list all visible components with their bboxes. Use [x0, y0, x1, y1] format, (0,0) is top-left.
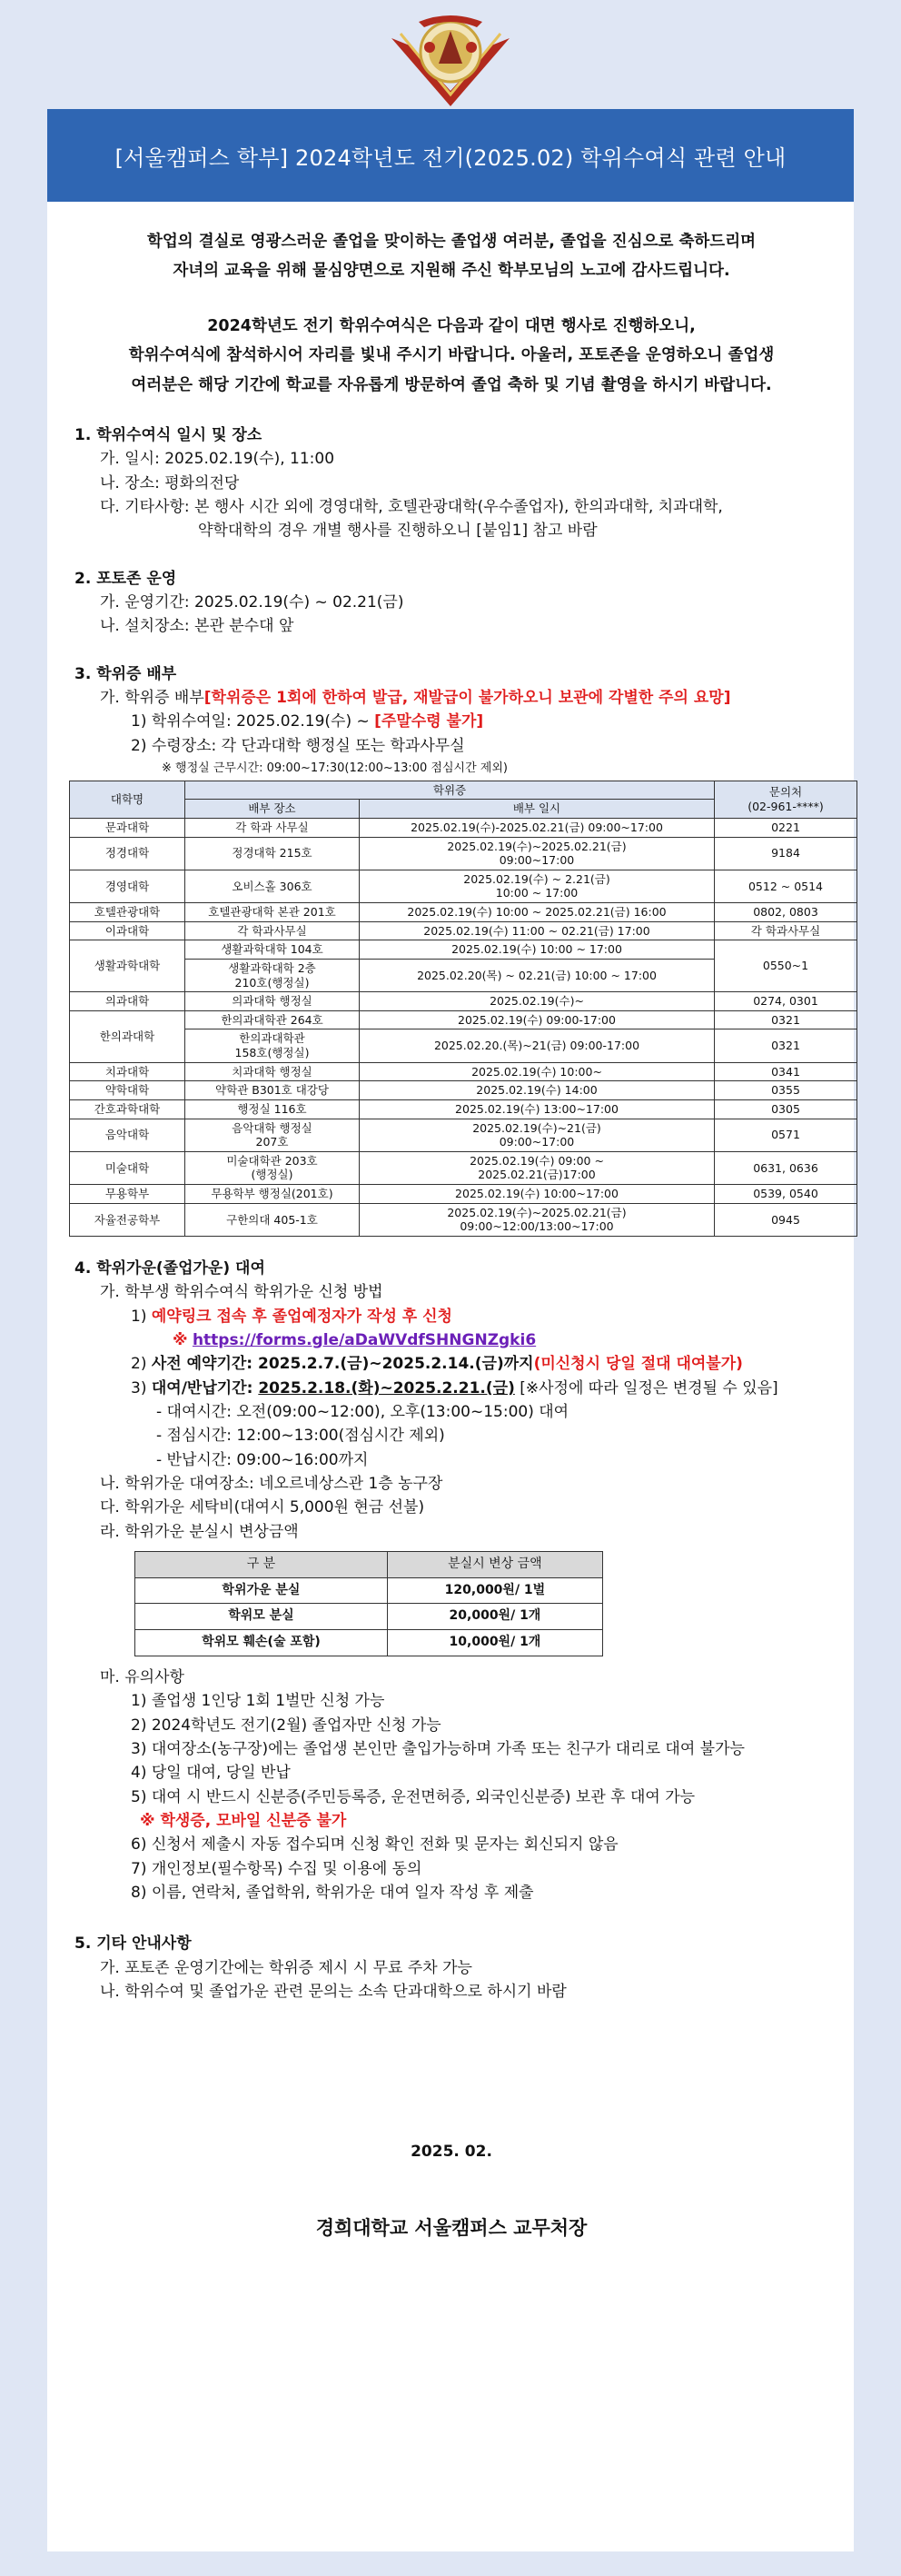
cell-college: 자율전공학부 — [70, 1203, 185, 1236]
note-mark: ※ — [173, 1330, 188, 1349]
cell-college: 문과대학 — [70, 818, 185, 837]
rental-place: 나. 학위가운 대여장소: 네오르네상스관 1층 농구장 — [100, 1475, 443, 1494]
section-etc-title: 5. 기타 안내사항 — [74, 1934, 192, 1954]
diploma-label: 가. 학위증 배부 — [100, 688, 204, 707]
cell-contact: 0512 ~ 0514 — [715, 870, 857, 902]
cell-college: 간호과학대학 — [70, 1099, 185, 1119]
cell-item: 학위가운 분실 — [135, 1577, 388, 1604]
photozone-period: 가. 운영기간: 2025.02.19(수) ~ 02.21(금) — [100, 592, 404, 612]
cell-college: 미술대학 — [70, 1151, 185, 1184]
table-row — [70, 992, 857, 1011]
return-time: - 반납시간: 09:00~16:00까지 — [156, 1450, 369, 1469]
intro-line: 2024학년도 전기 학위수여식은 다음과 같이 대면 행사로 진행하오니, — [207, 316, 696, 335]
cell-amount: 20,000원/ 1개 — [387, 1604, 602, 1630]
cell-date: 2025.02.20.(목)~21(금) 09:00-17:00 — [360, 1029, 715, 1062]
th-category: 구 분 — [135, 1552, 388, 1578]
cell-place: 호텔관광대학 본관 201호 — [185, 903, 360, 922]
cell-college: 경영대학 — [70, 870, 185, 902]
loss-table — [134, 1551, 603, 1656]
th-place: 배부 장소 — [185, 800, 360, 819]
cell-college: 호텔관광대학 — [70, 903, 185, 922]
cell-place: 한의과대학관 158호(행정실) — [185, 1029, 360, 1062]
cell-contact: 0355 — [715, 1081, 857, 1100]
th-contact — [715, 781, 857, 818]
step-number: 1) — [131, 1307, 147, 1326]
ceremony-etc-cont: 약학대학의 경우 개별 행사를 진행하오니 [붙임1] 참고 바람 — [198, 522, 598, 541]
diploma-date-text: 1) 학위수여일: 2025.02.19(수) ~ — [131, 712, 375, 731]
section-gown-title: 4. 학위가운(졸업가운) 대여 — [74, 1258, 265, 1278]
notice-title: [서울캠퍼스 학부] 2024학년도 전기(2025.02) 학위수여식 관련 안내 — [47, 109, 854, 202]
cell-place: 각 학과사무실 — [185, 921, 360, 940]
caution-item: 8) 이름, 연락처, 졸업학위, 학위가운 대여 일자 작성 후 제출 — [131, 1883, 534, 1902]
table-row — [70, 1099, 857, 1119]
th-college: 대학명 — [70, 781, 185, 818]
gown-step-2 — [74, 1352, 828, 1376]
cell-place: 행정실 116호 — [185, 1099, 360, 1119]
table-row — [70, 1010, 857, 1029]
lunch-time: - 점심시간: 12:00~13:00(점심시간 제외) — [156, 1427, 445, 1446]
cell-college: 이과대학 — [70, 921, 185, 940]
reservation-link-line — [74, 1328, 828, 1352]
table-row — [70, 837, 857, 870]
table-row — [135, 1604, 603, 1630]
intro-line: 여러분은 해당 기간에 학교를 자유롭게 방문하여 졸업 축하 및 기념 촬영을 하시기 바랍니다. — [131, 375, 772, 394]
cell-college: 생활과학대학 — [70, 940, 185, 992]
intro-notice — [74, 312, 828, 400]
section-ceremony-title: 1. 학위수여식 일시 및 장소 — [74, 425, 262, 444]
cell-contact: 0539, 0540 — [715, 1185, 857, 1204]
th-contact-sub: (02-961-****) — [748, 799, 824, 813]
cell-place: 각 학과 사무실 — [185, 818, 360, 837]
gown-step-3 — [74, 1377, 828, 1400]
etc-inquiry: 나. 학위수여 및 졸업가운 관련 문의는 소속 단과대학으로 하시기 바람 — [100, 1982, 567, 2001]
cell-date: 2025.02.19(수) 10:00 ~ 17:00 — [360, 940, 715, 960]
cell-date: 2025.02.19(수)~21(금) 09:00~17:00 — [360, 1119, 715, 1151]
intro-line: 학업의 결실로 영광스러운 졸업을 맞이하는 졸업생 여러분, 졸업을 진심으로 축하드리며 — [146, 233, 757, 251]
ceremony-etc: 다. 기타사항: 본 행사 시간 외에 경영대학, 호텔관광대학(우수졸업자), 한의과대학, 치과대학, — [100, 497, 723, 516]
cell-item: 학위모 훼손(술 포함) — [135, 1630, 388, 1656]
th-date: 배부 일시 — [360, 800, 715, 819]
cell-college: 무용학부 — [70, 1185, 185, 1204]
caution-item: 4) 당일 대여, 당일 반납 — [131, 1764, 291, 1783]
cell-contact: 0571 — [715, 1119, 857, 1151]
reservation-instruction: 예약링크 접속 후 졸업예정자가 작성 후 신청 — [151, 1307, 452, 1326]
gown-apply-method: 가. 학부생 학위수여식 학위가운 신청 방법 — [100, 1283, 383, 1302]
caution-item: 2) 2024학년도 전기(2월) 졸업자만 신청 가능 — [131, 1716, 441, 1735]
diploma-table — [69, 781, 857, 1237]
table-row — [70, 940, 857, 960]
cell-contact: 0305 — [715, 1099, 857, 1119]
notice-paper — [47, 109, 854, 2551]
table-row — [70, 1119, 857, 1151]
section-photozone-title: 2. 포토존 운영 — [74, 569, 177, 588]
diploma-date — [74, 710, 828, 733]
step-number: 3) — [131, 1378, 147, 1397]
intro-line: 학위수여식에 참석하시어 자리를 빛내 주시기 바랍니다. 아울러, 포토존을 운영하오니 졸업생 — [128, 346, 775, 365]
laundry-fee: 다. 학위가운 세탁비(대여시 5,000원 현금 선불) — [100, 1498, 425, 1517]
cell-date: 2025.02.19(수) 13:00~17:00 — [360, 1099, 715, 1119]
cell-place: 무용학부 행정실(201호) — [185, 1185, 360, 1204]
cell-date: 2025.02.19(수) 11:00 ~ 02.21(금) 17:00 — [360, 921, 715, 940]
caution-item: 1) 졸업생 1인당 1회 1벌만 신청 가능 — [131, 1692, 385, 1711]
issuer-signature: 경희대학교 서울캠퍼스 교무처장 — [315, 2216, 588, 2239]
th-contact-label: 문의처 — [768, 785, 803, 800]
university-emblem-icon — [382, 11, 519, 111]
table-row — [70, 818, 857, 837]
cell-date: 2025.02.19(수) 10:00 ~ 2025.02.21(금) 16:00 — [360, 903, 715, 922]
table-row — [70, 921, 857, 940]
cell-amount: 120,000원/ 1벌 — [387, 1577, 602, 1604]
table-row — [135, 1577, 603, 1604]
reservation-period: 사전 예약기간: 2025.2.7.(금)~2025.2.14.(금)까지 — [151, 1355, 534, 1374]
caution-item: 7) 개인정보(필수항목) 수집 및 이용에 동의 — [131, 1859, 422, 1878]
diploma-distribution — [74, 686, 828, 710]
cell-contact: 0945 — [715, 1203, 857, 1236]
cell-item: 학위모 분실 — [135, 1604, 388, 1630]
cell-place: 미술대학관 203호 (행정실) — [185, 1151, 360, 1184]
loss-compensation-label: 라. 학위가운 분실시 변상금액 — [100, 1522, 299, 1541]
intro-greeting — [74, 227, 828, 286]
cell-place: 생활과학대학 104호 — [185, 940, 360, 960]
id-warning: ※ 학생증, 모바일 신분증 불가 — [140, 1811, 347, 1830]
weekend-warning: [주말수령 불가] — [374, 712, 484, 731]
rental-period: 2025.2.18.(화)~2025.2.21.(금) — [258, 1378, 515, 1397]
office-hours-note: ※ 행정실 근무시간: 09:00~17:30(12:00~13:00 점심시간 제외) — [162, 761, 508, 775]
cell-date: 2025.02.19(수) 09:00 ~ 2025.02.21(금)17:00 — [360, 1151, 715, 1184]
cell-place: 생활과학대학 2층 210호(행정실) — [185, 959, 360, 991]
cell-college: 치과대학 — [70, 1062, 185, 1081]
caution-item: 6) 신청서 제출시 자동 접수되며 신청 확인 전화 및 문자는 회신되지 않음 — [131, 1835, 619, 1855]
cell-place: 오비스홀 306호 — [185, 870, 360, 902]
cell-contact: 9184 — [715, 837, 857, 870]
gown-step-1 — [74, 1305, 828, 1328]
table-row — [135, 1630, 603, 1656]
cell-contact: 0321 — [715, 1029, 857, 1062]
cell-date: 2025.02.19(수)-2025.02.21(금) 09:00~17:00 — [360, 818, 715, 837]
rental-label: 대여/반납기간: — [151, 1378, 259, 1397]
notice-body — [47, 227, 854, 2243]
section-diploma-title: 3. 학위증 배부 — [74, 664, 177, 683]
etc-parking: 가. 포토존 운영기간에는 학위증 제시 시 무료 주차 가능 — [100, 1958, 472, 1977]
rental-note: [※사정에 따라 일정은 변경될 수 있음] — [514, 1378, 778, 1397]
rental-time: - 대여시간: 오전(09:00~12:00), 오후(13:00~15:00) 대여 — [156, 1403, 569, 1421]
cell-college: 음악대학 — [70, 1119, 185, 1151]
ceremony-date: 가. 일시: 2025.02.19(수), 11:00 — [100, 450, 335, 469]
intro-line: 자녀의 교육을 위해 물심양면으로 지원해 주신 학부모님의 노고에 감사드립니다. — [173, 262, 730, 281]
table-row — [70, 1185, 857, 1204]
cell-contact: 0321 — [715, 1010, 857, 1029]
cell-place: 구한의대 405-1호 — [185, 1203, 360, 1236]
cell-contact: 0221 — [715, 818, 857, 837]
cell-date: 2025.02.19(수) 14:00 — [360, 1081, 715, 1100]
th-certificate: 학위증 — [185, 781, 715, 800]
cell-date: 2025.02.19(수)~ — [360, 992, 715, 1011]
cell-date: 2025.02.19(수) 10:00~ — [360, 1062, 715, 1081]
th-amount: 분실시 변상 금액 — [387, 1552, 602, 1578]
cell-place: 한의과대학관 264호 — [185, 1010, 360, 1029]
cell-amount: 10,000원/ 1개 — [387, 1630, 602, 1656]
cell-contact: 0274, 0301 — [715, 992, 857, 1011]
cell-contact: 각 학과사무실 — [715, 921, 857, 940]
cell-contact: 0550~1 — [715, 940, 857, 992]
cell-contact: 0631, 0636 — [715, 1151, 857, 1184]
cautions-label: 마. 유의사항 — [100, 1667, 184, 1686]
diploma-warning: [학위증은 1회에 한하여 발급, 재발급이 불가하오니 보관에 각별한 주의 요망] — [203, 688, 731, 707]
ceremony-place: 나. 장소: 평화의전당 — [100, 473, 240, 492]
photozone-place: 나. 설치장소: 본관 분수대 앞 — [100, 617, 294, 636]
cell-college: 약학대학 — [70, 1081, 185, 1100]
reservation-warning: (미신청시 당일 절대 대여불가) — [533, 1355, 743, 1374]
table-row — [70, 1203, 857, 1236]
cell-place: 약학관 B301호 대강당 — [185, 1081, 360, 1100]
issue-date: 2025. 02. — [411, 2143, 492, 2162]
caution-item: 3) 대여장소(농구장)에는 졸업생 본인만 출입가능하며 가족 또는 친구가 대리로 대여 불가능 — [131, 1739, 745, 1758]
diploma-place: 2) 수령장소: 각 단과대학 행정실 또는 학과사무실 — [131, 736, 465, 755]
cell-college: 의과대학 — [70, 992, 185, 1011]
cell-place: 치과대학 행정실 — [185, 1062, 360, 1081]
table-row — [70, 903, 857, 922]
cell-date: 2025.02.19(수)~2025.02.21(금) 09:00~17:00 — [360, 837, 715, 870]
table-row — [70, 1151, 857, 1184]
caution-item: 5) 대여 시 반드시 신분증(주민등록증, 운전면허증, 외국인신분증) 보관 후 대여 가능 — [131, 1787, 696, 1806]
cell-date: 2025.02.19(수) ~ 2.21(금) 10:00 ~ 17:00 — [360, 870, 715, 902]
cell-date: 2025.02.20(목) ~ 02.21(금) 10:00 ~ 17:00 — [360, 959, 715, 991]
table-row — [70, 870, 857, 902]
table-row — [70, 1081, 857, 1100]
reservation-link[interactable]: https://forms.gle/aDaWVdfSHNGNZgki6 — [192, 1330, 537, 1349]
cell-contact: 0341 — [715, 1062, 857, 1081]
cell-place: 음악대학 행정실 207호 — [185, 1119, 360, 1151]
cell-college: 한의과대학 — [70, 1010, 185, 1062]
cell-contact: 0802, 0803 — [715, 903, 857, 922]
cell-place: 의과대학 행정실 — [185, 992, 360, 1011]
step-number: 2) — [131, 1355, 147, 1374]
table-row — [70, 1029, 857, 1062]
cell-date: 2025.02.19(수) 09:00-17:00 — [360, 1010, 715, 1029]
cell-date: 2025.02.19(수) 10:00~17:00 — [360, 1185, 715, 1204]
table-row — [70, 1062, 857, 1081]
cell-place: 정경대학 215호 — [185, 837, 360, 870]
cell-date: 2025.02.19(수)~2025.02.21(금) 09:00~12:00/13:00~17:00 — [360, 1203, 715, 1236]
cell-college: 정경대학 — [70, 837, 185, 870]
